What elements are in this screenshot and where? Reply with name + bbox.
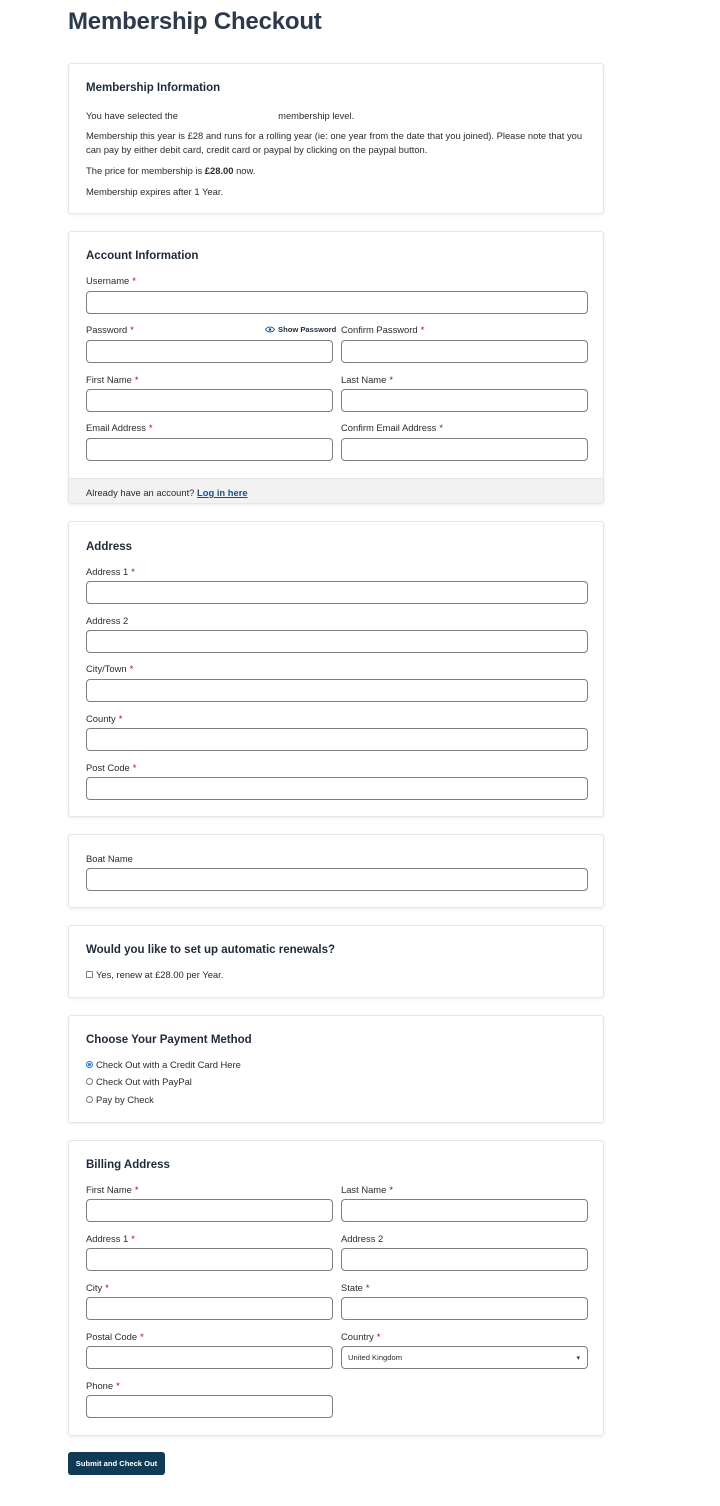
- credit-card-label: Check Out with a Credit Card Here: [96, 1059, 241, 1070]
- confirm-password-input[interactable]: [341, 340, 588, 363]
- login-link[interactable]: Log in here: [197, 487, 248, 498]
- selected-level-prefix: You have selected the: [86, 110, 178, 121]
- address2-label: Address 2: [86, 615, 129, 626]
- address1-label: Address 1 *: [86, 566, 135, 577]
- membership-price-text: [86, 164, 255, 177]
- billing-address2-label: Address 2: [341, 1233, 384, 1244]
- payment-method-heading: Choose Your Payment Method: [86, 1034, 252, 1046]
- eye-icon: [265, 326, 275, 333]
- billing-postal-code-label: Postal Code *: [86, 1331, 144, 1342]
- login-prompt-bar: [69, 478, 603, 504]
- email-label: Email Address *: [86, 422, 153, 433]
- account-info-heading: Account Information: [86, 250, 199, 262]
- payment-option-credit-card[interactable]: [86, 1059, 241, 1070]
- show-password-label: Show Password: [278, 325, 337, 334]
- billing-city-input[interactable]: [86, 1297, 333, 1320]
- membership-expiry: Membership expires after 1 Year.: [86, 186, 224, 197]
- billing-address-card: [68, 1140, 604, 1436]
- email-input[interactable]: [86, 438, 333, 461]
- payment-option-paypal[interactable]: [86, 1076, 192, 1087]
- password-input[interactable]: [86, 340, 333, 363]
- city-town-label: City/Town *: [86, 663, 134, 674]
- membership-info-card: [68, 63, 604, 214]
- auto-renewal-card: [68, 925, 604, 998]
- city-town-input[interactable]: [86, 679, 588, 702]
- submit-checkout-button[interactable]: Submit and Check Out: [68, 1452, 165, 1475]
- address2-input[interactable]: [86, 630, 588, 653]
- billing-country-label: Country *: [341, 1331, 381, 1342]
- caret-down-icon: ▾: [576, 1354, 580, 1362]
- first-name-label: First Name *: [86, 374, 139, 385]
- credit-card-radio[interactable]: [86, 1061, 93, 1068]
- auto-renewal-label: Yes, renew at £28.00 per Year.: [96, 969, 224, 980]
- confirm-password-label: Confirm Password *: [341, 324, 425, 335]
- login-prompt: [86, 486, 248, 499]
- billing-last-name-label: Last Name *: [341, 1184, 393, 1195]
- billing-address2-input[interactable]: [341, 1248, 588, 1271]
- price-suffix: now.: [236, 165, 256, 176]
- address-card: [68, 521, 604, 817]
- billing-phone-label: Phone *: [86, 1380, 120, 1391]
- price-value: £28.00: [204, 165, 234, 176]
- billing-postal-code-input[interactable]: [86, 1346, 333, 1369]
- last-name-input[interactable]: [341, 389, 588, 412]
- username-input[interactable]: [86, 291, 588, 314]
- county-input[interactable]: [86, 728, 588, 751]
- username-label: Username *: [86, 275, 136, 286]
- post-code-input[interactable]: [86, 777, 588, 800]
- billing-phone-input[interactable]: [86, 1395, 333, 1418]
- post-code-label: Post Code *: [86, 762, 137, 773]
- boat-name-label: Boat Name: [86, 853, 133, 864]
- billing-first-name-label: First Name *: [86, 1184, 139, 1195]
- password-label: Password *: [86, 324, 134, 335]
- address-heading: Address: [86, 541, 133, 553]
- account-info-card: [68, 231, 604, 504]
- billing-country-select[interactable]: [341, 1346, 588, 1369]
- auto-renewal-heading: Would you like to set up automatic renewals?: [86, 944, 335, 956]
- billing-last-name-input[interactable]: [341, 1199, 588, 1222]
- last-name-label: Last Name *: [341, 374, 393, 385]
- billing-state-input[interactable]: [341, 1297, 588, 1320]
- price-prefix: The price for membership is: [86, 165, 203, 176]
- auto-renewal-checkbox[interactable]: [86, 971, 93, 978]
- billing-address-heading: Billing Address: [86, 1159, 170, 1171]
- membership-info-heading: Membership Information: [86, 82, 221, 94]
- selected-level-suffix: membership level.: [278, 110, 355, 121]
- membership-description: Membership this year is £28 and runs for a rolling year (ie: one year from the date that you joined). Please note that you can pay by either debit card, credit card or paypal by clicking on the paypal button.: [86, 130, 583, 155]
- show-password-toggle[interactable]: [265, 325, 336, 334]
- login-prompt-text: Already have an account?: [86, 487, 195, 498]
- auto-renewal-option[interactable]: [86, 969, 223, 980]
- billing-address1-label: Address 1 *: [86, 1233, 135, 1244]
- billing-address1-input[interactable]: [86, 1248, 333, 1271]
- check-label: Pay by Check: [96, 1094, 154, 1105]
- county-label: County *: [86, 713, 123, 724]
- payment-method-card: [68, 1015, 604, 1123]
- paypal-radio[interactable]: [86, 1078, 93, 1085]
- billing-country-value: United Kingdom: [348, 1353, 403, 1362]
- selected-level-text: [86, 109, 354, 122]
- billing-city-label: City *: [86, 1282, 109, 1293]
- billing-first-name-input[interactable]: [86, 1199, 333, 1222]
- page-title: Membership Checkout: [68, 8, 322, 35]
- first-name-input[interactable]: [86, 389, 333, 412]
- paypal-label: Check Out with PayPal: [96, 1076, 192, 1087]
- address1-input[interactable]: [86, 581, 588, 604]
- confirm-email-label: Confirm Email Address *: [341, 422, 443, 433]
- payment-option-check[interactable]: [86, 1094, 154, 1105]
- check-radio[interactable]: [86, 1096, 93, 1103]
- confirm-email-input[interactable]: [341, 438, 588, 461]
- billing-state-label: State *: [341, 1282, 370, 1293]
- boat-name-input[interactable]: [86, 868, 588, 891]
- boat-name-card: [68, 834, 604, 908]
